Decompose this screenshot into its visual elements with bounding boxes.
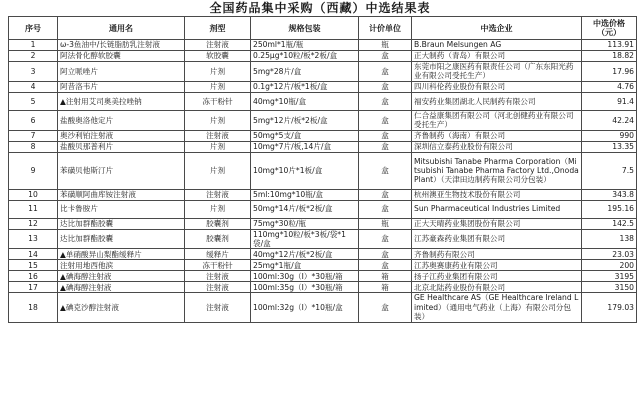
table-row <box>9 293 637 322</box>
cell-spec: 100ml:30g（I）*30瓶/箱 <box>251 271 359 282</box>
procurement-result-table <box>8 16 637 323</box>
header-unit: 计价单位 <box>359 17 412 40</box>
cell-form: 缓释片 <box>185 249 251 260</box>
cell-form: 胶囊剂 <box>185 229 251 249</box>
cell-no: 9 <box>9 152 58 189</box>
cell-form: 注射液 <box>185 282 251 293</box>
cell-price: 142.5 <box>582 218 637 229</box>
cell-unit: 盒 <box>359 249 412 260</box>
cell-no: 17 <box>9 282 58 293</box>
cell-unit: 盒 <box>359 229 412 249</box>
cell-no: 2 <box>9 51 58 62</box>
cell-no: 6 <box>9 110 58 130</box>
cell-spec: 5ml:10mg*10瓶/盒 <box>251 189 359 200</box>
cell-company: 仁合益康集团有限公司（河北创健药业有限公司受托生产） <box>412 110 582 130</box>
cell-price: 42.24 <box>582 110 637 130</box>
cell-company: 江苏奥赛康药业有限公司 <box>412 260 582 271</box>
cell-price: 13.35 <box>582 141 637 152</box>
cell-no: 3 <box>9 62 58 82</box>
table-row <box>9 62 637 82</box>
table-row <box>9 260 637 271</box>
cell-unit: 盒 <box>359 260 412 271</box>
cell-price: 113.91 <box>582 40 637 51</box>
cell-name: ▲注射用艾司奥美拉唑钠 <box>58 92 185 110</box>
cell-form: 片剂 <box>185 110 251 130</box>
cell-spec: 110mg*10粒/板*3板/袋*1袋/盒 <box>251 229 359 249</box>
cell-unit: 盒 <box>359 141 412 152</box>
cell-company: GE Healthcare AS（GE Healthcare Ireland Limited）（通用电气药业（上海）有限公司分包装） <box>412 293 582 322</box>
table-row <box>9 141 637 152</box>
cell-no: 8 <box>9 141 58 152</box>
cell-company: 北京北陆药业股份有限公司 <box>412 282 582 293</box>
cell-name: 盐酸奥洛他定片 <box>58 110 185 130</box>
cell-price: 3195 <box>582 271 637 282</box>
cell-price: 343.8 <box>582 189 637 200</box>
table-row <box>9 218 637 229</box>
cell-name: ▲碘海醇注射液 <box>58 271 185 282</box>
table-body <box>9 40 637 323</box>
cell-form: 冻干粉针 <box>185 260 251 271</box>
cell-name: 注射用地西他滨 <box>58 260 185 271</box>
cell-name: 达比加群酯胶囊 <box>58 218 185 229</box>
cell-spec: 250ml*1瓶/瓶 <box>251 40 359 51</box>
cell-unit: 瓶 <box>359 218 412 229</box>
cell-spec: 100ml:32g（I）*10瓶/盒 <box>251 293 359 322</box>
cell-spec: 75mg*30粒/瓶 <box>251 218 359 229</box>
cell-company: 江苏豪森药业集团有限公司 <box>412 229 582 249</box>
table-header-row <box>9 17 637 40</box>
table-row <box>9 92 637 110</box>
cell-form: 片剂 <box>185 200 251 218</box>
cell-company: 东莞市阳之康医药有限责任公司（广东东阳光药业有限公司受托生产） <box>412 62 582 82</box>
cell-name: 奥沙利铂注射液 <box>58 130 185 141</box>
cell-no: 1 <box>9 40 58 51</box>
cell-name: ▲碘海醇注射液 <box>58 282 185 293</box>
cell-spec: 50mg*5支/盒 <box>251 130 359 141</box>
cell-form: 注射液 <box>185 189 251 200</box>
cell-company: 齐鲁制药有限公司 <box>412 249 582 260</box>
cell-unit: 箱 <box>359 271 412 282</box>
cell-name: 苯磺贝他斯汀片 <box>58 152 185 189</box>
cell-no: 13 <box>9 229 58 249</box>
cell-price: 138 <box>582 229 637 249</box>
table-row <box>9 110 637 130</box>
table-row <box>9 152 637 189</box>
header-spec: 规格包装 <box>251 17 359 40</box>
cell-spec: 100ml:35g（I）*30瓶/箱 <box>251 282 359 293</box>
cell-company: 正大制药（青岛）有限公司 <box>412 51 582 62</box>
cell-name: 阿法骨化醇软胶囊 <box>58 51 185 62</box>
cell-spec: 40mg*10瓶/盒 <box>251 92 359 110</box>
cell-name: 阿立哌唑片 <box>58 62 185 82</box>
cell-form: 软胶囊 <box>185 51 251 62</box>
cell-unit: 箱 <box>359 282 412 293</box>
cell-price: 17.96 <box>582 62 637 82</box>
cell-company: 扬子江药业集团有限公司 <box>412 271 582 282</box>
cell-unit: 盒 <box>359 110 412 130</box>
cell-unit: 盒 <box>359 189 412 200</box>
cell-form: 冻干粉针 <box>185 92 251 110</box>
cell-spec: 5mg*28片/盒 <box>251 62 359 82</box>
cell-unit: 盒 <box>359 81 412 92</box>
cell-no: 12 <box>9 218 58 229</box>
table-row <box>9 51 637 62</box>
cell-company: B.Braun Melsungen AG <box>412 40 582 51</box>
cell-price: 91.4 <box>582 92 637 110</box>
cell-company: Sun Pharmaceutical Industries Limited <box>412 200 582 218</box>
cell-no: 15 <box>9 260 58 271</box>
cell-spec: 0.1g*12片/板*1板/盒 <box>251 81 359 92</box>
cell-unit: 盒 <box>359 130 412 141</box>
cell-no: 14 <box>9 249 58 260</box>
cell-company: Mitsubishi Tanabe Pharma Corporation（Mitsubishi Tanabe Pharma Factory Ltd.,Onoda Plant）（天津田边制药有限公司分包装） <box>412 152 582 189</box>
header-price: 中选价格（元） <box>582 17 637 40</box>
cell-price: 23.03 <box>582 249 637 260</box>
cell-price: 990 <box>582 130 637 141</box>
cell-unit: 瓶 <box>359 40 412 51</box>
table-row <box>9 282 637 293</box>
cell-name: 盐酸贝那普利片 <box>58 141 185 152</box>
cell-name: 比卡鲁胺片 <box>58 200 185 218</box>
cell-form: 注射液 <box>185 40 251 51</box>
cell-spec: 25mg*1瓶/盒 <box>251 260 359 271</box>
cell-name: 阿昔洛韦片 <box>58 81 185 92</box>
cell-no: 4 <box>9 81 58 92</box>
cell-price: 200 <box>582 260 637 271</box>
cell-company: 齐鲁制药（海南）有限公司 <box>412 130 582 141</box>
cell-name: ▲单硝酸异山梨酯缓释片 <box>58 249 185 260</box>
cell-price: 3150 <box>582 282 637 293</box>
table-row <box>9 130 637 141</box>
header-name: 通用名 <box>58 17 185 40</box>
table-row <box>9 189 637 200</box>
cell-price: 4.76 <box>582 81 637 92</box>
cell-spec: 5mg*12片/板*2板/盒 <box>251 110 359 130</box>
cell-name: ▲碘克沙醇注射液 <box>58 293 185 322</box>
cell-form: 片剂 <box>185 141 251 152</box>
cell-unit: 盒 <box>359 200 412 218</box>
cell-name: ω-3鱼油中/长链脂肪乳注射液 <box>58 40 185 51</box>
cell-form: 注射液 <box>185 293 251 322</box>
cell-no: 5 <box>9 92 58 110</box>
cell-no: 7 <box>9 130 58 141</box>
cell-name: 达比加群酯胶囊 <box>58 229 185 249</box>
header-form: 剂型 <box>185 17 251 40</box>
table-row <box>9 40 637 51</box>
cell-price: 7.5 <box>582 152 637 189</box>
table-row <box>9 249 637 260</box>
cell-spec: 10mg*10片*1板/盒 <box>251 152 359 189</box>
cell-no: 18 <box>9 293 58 322</box>
table-row <box>9 81 637 92</box>
cell-spec: 40mg*12片/板*2板/盒 <box>251 249 359 260</box>
cell-unit: 盒 <box>359 152 412 189</box>
cell-form: 片剂 <box>185 152 251 189</box>
cell-unit: 盒 <box>359 51 412 62</box>
cell-company: 福安药业集团湖北人民制药有限公司 <box>412 92 582 110</box>
cell-price: 18.82 <box>582 51 637 62</box>
cell-no: 16 <box>9 271 58 282</box>
table-row <box>9 271 637 282</box>
cell-unit: 盒 <box>359 92 412 110</box>
cell-form: 注射液 <box>185 271 251 282</box>
cell-no: 11 <box>9 200 58 218</box>
header-no: 序号 <box>9 17 58 40</box>
cell-company: 四川科伦药业股份有限公司 <box>412 81 582 92</box>
cell-no: 10 <box>9 189 58 200</box>
cell-spec: 10mg*7片/板,14片/盒 <box>251 141 359 152</box>
cell-company: 深圳信立泰药业股份有限公司 <box>412 141 582 152</box>
cell-company: 杭州澳亚生物技术股份有限公司 <box>412 189 582 200</box>
table-row <box>9 229 637 249</box>
cell-form: 注射液 <box>185 130 251 141</box>
table-row <box>9 200 637 218</box>
cell-company: 正大天晴药业集团股份有限公司 <box>412 218 582 229</box>
cell-form: 胶囊剂 <box>185 218 251 229</box>
cell-price: 179.03 <box>582 293 637 322</box>
cell-spec: 50mg*14片/板*2板/盒 <box>251 200 359 218</box>
cell-name: 苯磺顺阿曲库铵注射液 <box>58 189 185 200</box>
page-title: 全国药品集中采购（西藏）中选结果表 <box>209 1 431 15</box>
cell-form: 片剂 <box>185 81 251 92</box>
cell-spec: 0.25μg*10粒/板*2板/盒 <box>251 51 359 62</box>
cell-unit: 盒 <box>359 62 412 82</box>
cell-price: 195.16 <box>582 200 637 218</box>
cell-form: 片剂 <box>185 62 251 82</box>
header-company: 中选企业 <box>412 17 582 40</box>
cell-unit: 盒 <box>359 293 412 322</box>
